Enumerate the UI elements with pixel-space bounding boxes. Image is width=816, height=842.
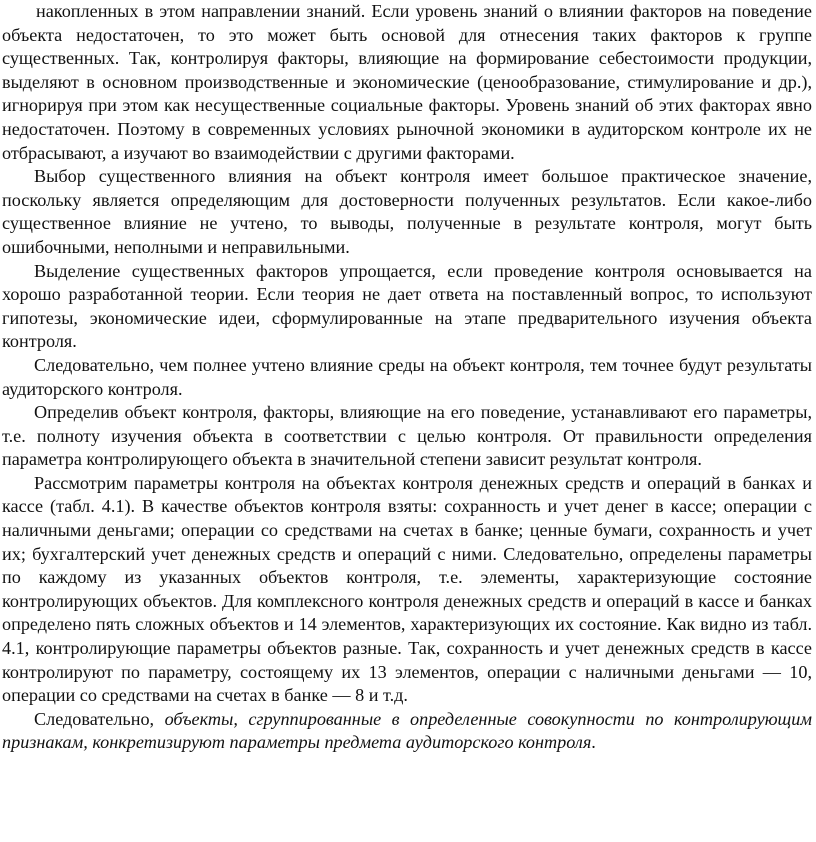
paragraph: Выделение существенных факторов упрощается, если проведение контроля основывается на хорошо разработанной теории. Если теория не дает ответа на поставленный вопрос, то используют гипотезы, экономические идеи, сформулированные на этапе предварительного изучения объекта контроля. (2, 260, 812, 352)
conclusion-lead: Следовательно, (34, 708, 165, 729)
emphasized-conclusion: объекты, сгруппированные в определенные совокупности по контролирующим признакам, конкретизируют параметры предмета аудиторского контроля (2, 708, 812, 753)
conclusion-tail: . (591, 732, 596, 753)
paragraph: накопленных в этом направлении знаний. Если уровень знаний о влиянии факторов на поведение объекта недостаточен, то это может быть основой для отнесения таких факторов к группе существенных. Так, контролируя факторы, влияющие на формирование себестоимости продукции, выделяют в основном производственные и экономические (ценообразование, стимулирование и др.), игнорируя при этом как несущественные социальные факторы. Уровень знаний об этих факторах явно недостаточен. Поэтому в современных условиях рыночной экономики в аудиторском контроле их не отбрасывают, а изучают во взаимодействии с другими факторами. (2, 1, 812, 163)
paragraph: Следовательно, чем полнее учтено влияние среды на объект контроля, тем точнее будут результаты аудиторского контроля. (2, 354, 812, 399)
paragraph: Рассмотрим параметры контроля на объектах контроля денежных средств и операций в банках и кассе (табл. 4.1). В качестве объектов контроля взяты: сохранность и учет денег в кассе; операции с наличными деньгами; операции со средствами на счетах в банке; ценные бумаги, сохранность и учет их; бухгалтерский учет денежных средств и операций с ними. Следовательно, определены параметры по каждому из указанных объектов контроля, т.е. элементы, характеризующие состояние контролирующих объектов. Для комплексного контроля денежных средств и операций в кассе и банках определено пять сложных объектов и 14 элементов, характеризующих их состояние. Как видно из табл. 4.1, контролирующие параметры объектов разные. Так, сохранность и учет денежных средств в кассе контролируют по параметру, состоящему их 13 элементов, операции с наличными деньгами — 10, операции со средствами на счетах в банке — 8 и т.д. (2, 472, 812, 706)
paragraph: Определив объект контроля, факторы, влияющие на его поведение, устанавливают его параметры, т.е. полноту изучения объекта в соответствии с целью контроля. От правильности определения параметра контролирующего объекта в значительной степени зависит результат контроля. (2, 402, 812, 470)
paragraph: Выбор существенного влияния на объект контроля имеет большое практическое значение, поскольку является определяющим для достоверности полученных результатов. Если какое-либо существенное влияние не учтено, то выводы, полученные в результате контроля, могут быть ошибочными, неполными и неправильными. (2, 166, 812, 257)
conclusion-paragraph (2, 708, 812, 755)
